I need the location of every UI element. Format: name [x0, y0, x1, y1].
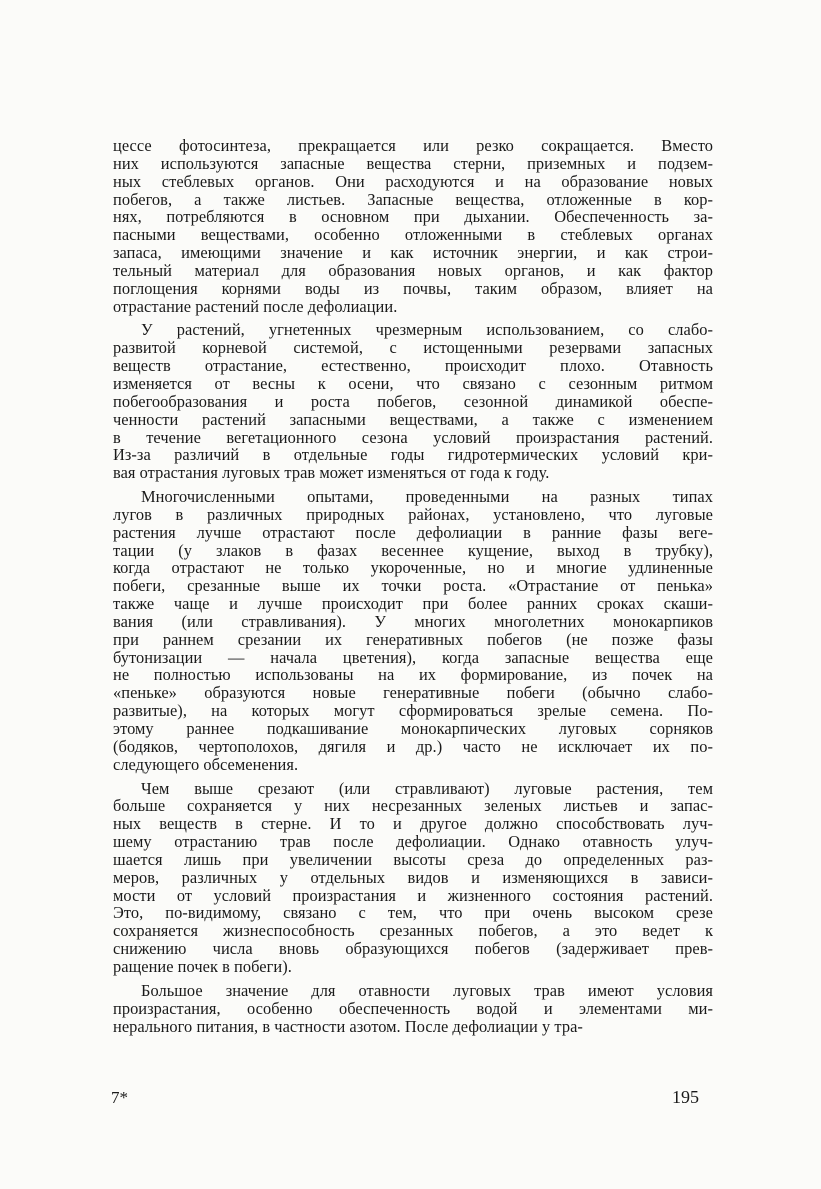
text-line: поглощения корнями воды из почвы, таким образом, влияет на: [113, 278, 713, 298]
text-line: Чем выше срезают (или стравливают) луговые растения, тем: [141, 778, 713, 798]
text-line: Из-за различий в отдельные годы гидротермических условий кри-: [113, 445, 713, 465]
text-line: цессе фотосинтеза, прекращается или резко сокращается. Вместо: [113, 136, 713, 155]
paragraph: [113, 137, 713, 315]
paragraph: [113, 488, 713, 774]
paragraph: [113, 321, 713, 482]
text-line: побегов, а также листьев. Запасные вещества, отложенные в кор-: [113, 189, 713, 209]
text-line: запаса, имеющими значение и как источник энергии, и как строи-: [113, 243, 713, 263]
text-line: ных веществ в стерне. И то и другое должно способствовать луч-: [113, 814, 713, 834]
text-line: вая отрастания луговых трав может изменяться от года к году.: [113, 463, 550, 483]
text-line: не полностью использованы на их формирование, из почек на: [113, 665, 713, 685]
text-line: пасными веществами, особенно отложенными в стеблевых органах: [113, 225, 713, 245]
text-line: (бодяков, чертополохов, дягиля и др.) часто не исключает их по-: [113, 736, 713, 756]
text-line: побегообразования и роста побегов, сезонной динамикой обеспе-: [113, 391, 713, 411]
text-line: следующего обсеменения.: [113, 754, 299, 774]
text-line: У растений, угнетенных чрезмерным использованием, со слабо-: [141, 320, 713, 340]
text-line: отрастание растений после дефолиации.: [113, 296, 398, 316]
text-line: этому раннее подкашивание монокарпических луговых сорняков: [113, 719, 713, 738]
text-line: шается лишь при увеличении высоты среза до определенных раз-: [113, 849, 713, 869]
text-line: снижению числа вновь образующихся побегов (задерживает прев-: [113, 939, 713, 959]
text-line: ращение почек в побеги).: [113, 956, 292, 976]
text-line: сохраняется жизнеспособность срезанных побегов, а это ведет к: [113, 921, 713, 941]
text-line: мости от условий произрастания и жизненного состояния растений.: [113, 885, 713, 905]
text-line: нерального питания, в частности азотом. После дефолиации у тра-: [113, 1016, 583, 1036]
text-line: Это, по-видимому, связано с тем, что при очень высоком срезе: [113, 903, 713, 923]
text-line: тации (у злаков в фазах весеннее кущение, выход в трубку),: [113, 540, 713, 560]
text-line: изменяется от весны к осени, что связано с сезонным ритмом: [113, 373, 713, 393]
text-line: шему отрастанию трав после дефолиации. Однако отавность улуч-: [113, 832, 713, 852]
paragraph: [113, 780, 713, 976]
text-line: также чаще и лучше происходит при более ранних сроках скаши-: [113, 594, 713, 614]
text-line: меров, различных у отдельных видов и изменяющихся в зависи-: [113, 867, 713, 887]
text-line: когда отрастают не только укороченные, но и многие удлиненные: [113, 558, 713, 578]
text-line: ных стеблевых органов. Они расходуются и на образование новых: [113, 171, 713, 191]
text-line: побеги, срезанные выше их точки роста. «Отрастание от пенька»: [113, 576, 713, 596]
text-line: Большое значение для отавности луговых трав имеют условия: [141, 980, 713, 1000]
body-text: [113, 137, 713, 1035]
text-line: веществ отрастание, естественно, происходит плохо. Отавность: [113, 356, 713, 376]
text-line: лугов в различных природных районах, установлено, что луговые: [113, 504, 713, 524]
text-line: Многочисленными опытами, проведенными на разных типах: [141, 487, 713, 507]
text-line: вания (или стравливания). У многих многолетних монокарпиков: [113, 611, 713, 631]
text-line: произрастания, особенно обеспеченность водой и элементами ми-: [113, 998, 713, 1018]
paragraph: [113, 982, 713, 1036]
page-number: 195: [672, 1087, 699, 1107]
text-line: развитой корневой системой, с истощенными резервами запасных: [113, 338, 713, 358]
text-line: развитые), на которых могут сформироваться зрелые семена. По-: [113, 701, 713, 721]
sheet-signature: 7*: [111, 1088, 128, 1107]
text-line: растения лучше отрастают после дефолиации в ранние фазы веге-: [113, 522, 713, 542]
text-line: бутонизации — начала цветения), когда запасные вещества еще: [113, 647, 713, 667]
text-line: в течение вегетационного сезона условий произрастания растений.: [113, 427, 713, 447]
text-line: при раннем срезании их генеративных побегов (не позже фазы: [113, 629, 713, 649]
text-line: нях, потребляются в основном при дыхании. Обеспеченность за-: [113, 207, 713, 227]
text-line: ченности растений запасными веществами, а также с изменением: [113, 409, 713, 429]
text-line: них используются запасные вещества стерни, приземных и подзем-: [113, 153, 713, 173]
text-line: больше сохраняется у них несрезанных зеленых листьев и запас-: [113, 796, 713, 816]
text-line: тельный материал для образования новых органов, и как фактор: [113, 260, 713, 280]
text-line: «пеньке» образуются новые генеративные побеги (обычно слабо-: [113, 683, 713, 703]
